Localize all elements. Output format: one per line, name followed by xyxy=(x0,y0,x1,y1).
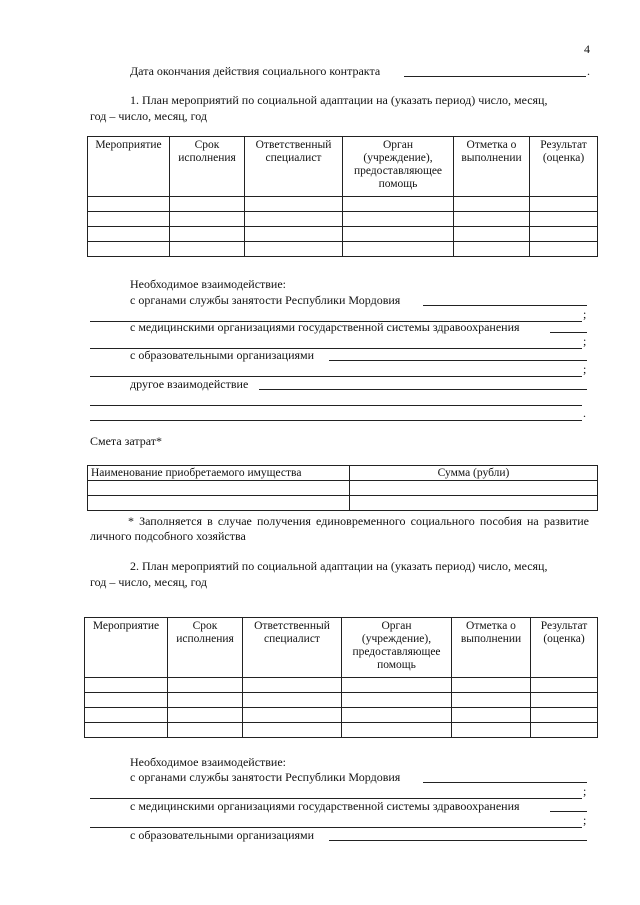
plan2-header-result: Результат (оценка) xyxy=(531,618,598,678)
estimate-table xyxy=(87,465,598,511)
plan2-header-event: Мероприятие xyxy=(85,618,168,678)
interaction1-other-field-2[interactable] xyxy=(90,405,582,406)
plan1-title-line1: 1. План мероприятий по социальной адаптации на (указать период) число, месяц, xyxy=(130,93,548,107)
interaction1-other-field[interactable] xyxy=(259,389,587,390)
interaction1-employment-field[interactable] xyxy=(423,305,587,306)
page-number: 4 xyxy=(584,42,590,56)
interaction1-employment-end: ; xyxy=(583,307,587,321)
plan1-header-agency: Орган (учреждение), предоставляющее помощь xyxy=(343,137,454,197)
table-row xyxy=(85,723,598,738)
plan2-title-line2: год – число, месяц, год xyxy=(90,575,208,589)
interaction1-other-end: . xyxy=(583,406,586,420)
interaction2-heading: Необходимое взаимодействие: xyxy=(130,755,287,769)
table-row xyxy=(85,708,598,723)
interaction1-medical-field[interactable] xyxy=(550,332,587,333)
table-row xyxy=(88,481,598,496)
table-row xyxy=(88,496,598,511)
table-row xyxy=(88,227,598,242)
interaction1-medical-label: с медицинскими организациями государственной системы здравоохранения xyxy=(130,320,520,334)
interaction1-other-label: другое взаимодействие xyxy=(130,377,249,391)
interaction1-education-field[interactable] xyxy=(329,360,587,361)
plan2-header-specialist: Ответственный специалист xyxy=(243,618,342,678)
plan2-header-completion: Отметка о выполнении xyxy=(452,618,531,678)
interaction2-medical-label: с медицинскими организациями государственной системы здравоохранения xyxy=(130,799,520,813)
contract-end-period: . xyxy=(587,64,590,78)
plan1-header-specialist: Ответственный специалист xyxy=(245,137,343,197)
estimate-header-row xyxy=(88,466,598,481)
plan1-header-completion: Отметка о выполнении xyxy=(454,137,530,197)
interaction1-medical-end: ; xyxy=(583,334,587,348)
interaction2-education-field[interactable] xyxy=(329,840,587,841)
table-row xyxy=(85,678,598,693)
interaction1-education-label: с образовательными организациями xyxy=(130,348,315,362)
plan2-table xyxy=(84,617,598,738)
plan1-header-event: Мероприятие xyxy=(88,137,170,197)
plan1-header-result: Результат (оценка) xyxy=(530,137,598,197)
estimate-header-property: Наименование приобретаемого имущества xyxy=(88,466,350,481)
interaction1-education-end: ; xyxy=(583,362,587,376)
plan2-header-row xyxy=(85,618,598,678)
plan1-header-deadline: Срок исполнения xyxy=(170,137,245,197)
interaction2-medical-field[interactable] xyxy=(550,811,587,812)
plan1-table xyxy=(87,136,598,257)
plan1-header-row xyxy=(88,137,598,197)
contract-end-field[interactable] xyxy=(404,76,586,77)
estimate-title: Смета затрат* xyxy=(90,434,163,448)
plan1-title-line2: год – число, месяц, год xyxy=(90,109,208,123)
interaction2-education-label: с образовательными организациями xyxy=(130,828,315,842)
interaction2-employment-label: с органами службы занятости Республики Мордовия xyxy=(130,770,401,784)
table-row xyxy=(88,197,598,212)
table-row xyxy=(88,242,598,257)
interaction1-other-field-3[interactable] xyxy=(90,420,582,421)
interaction1-heading: Необходимое взаимодействие: xyxy=(130,277,287,291)
table-row xyxy=(88,212,598,227)
plan2-title-line1: 2. План мероприятий по социальной адаптации на (указать период) число, месяц, xyxy=(130,559,548,573)
contract-end-label: Дата окончания действия социального контракта xyxy=(130,64,381,78)
table-row xyxy=(85,693,598,708)
estimate-footnote: * Заполняется в случае получения единовременного социального пособия на развитие личного подсобного хозяйства xyxy=(90,514,589,543)
interaction2-employment-field[interactable] xyxy=(423,782,587,783)
estimate-header-sum: Сумма (рубли) xyxy=(350,466,598,481)
plan2-header-agency: Орган (учреждение), предоставляющее помощь xyxy=(342,618,452,678)
interaction2-employment-end: ; xyxy=(583,784,587,798)
interaction2-medical-end: ; xyxy=(583,813,587,827)
interaction1-employment-label: с органами службы занятости Республики Мордовия xyxy=(130,293,401,307)
plan2-header-deadline: Срок исполнения xyxy=(168,618,243,678)
